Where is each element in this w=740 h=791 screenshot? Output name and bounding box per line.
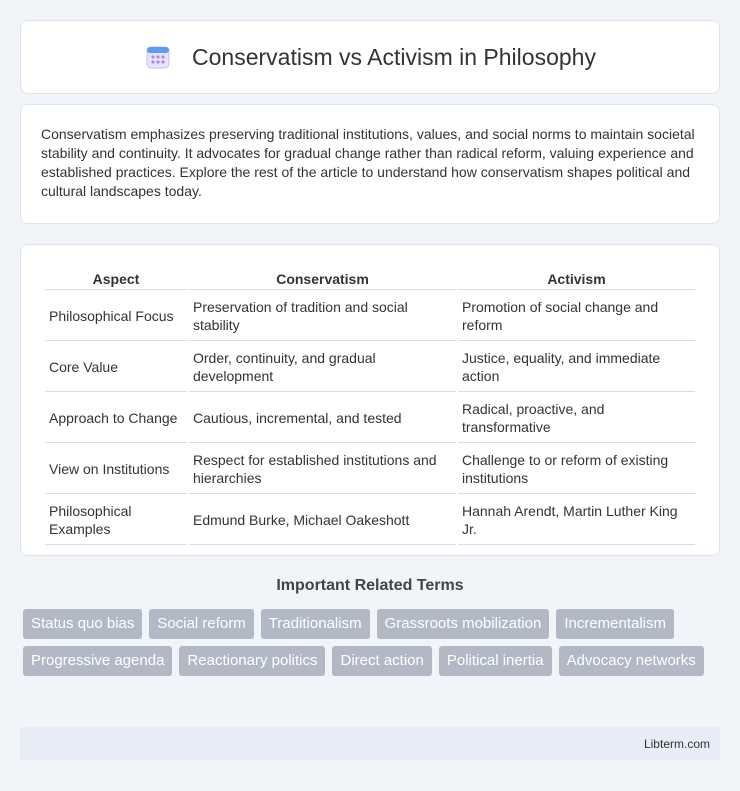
- cell-activism: Challenge to or reform of existing institutions: [458, 445, 695, 494]
- cell-aspect: Approach to Change: [45, 394, 187, 443]
- tag-social-reform[interactable]: Social reform: [149, 609, 253, 639]
- calendar-icon: [144, 43, 172, 71]
- cell-activism: Hannah Arendt, Martin Luther King Jr.: [458, 496, 695, 545]
- footer-site-link[interactable]: Libterm.com: [643, 736, 710, 751]
- intro-text: Conservatism emphasizes preserving traditional institutions, values, and social norms to maintain societal stability and continuity. It advocates for gradual change rather than radical reform, valuing experience and established practices. Explore the rest of the article to understand how conservatism shapes political and cultural landscapes today.: [41, 126, 695, 199]
- header-activism: Activism: [458, 267, 695, 290]
- header-card: [20, 20, 720, 94]
- footer: [20, 727, 720, 760]
- page-title: Conservatism vs Activism in Philosophy: [192, 43, 596, 70]
- table-row: [45, 496, 695, 545]
- related-terms-title: Important Related Terms: [276, 577, 464, 594]
- tag-traditionalism[interactable]: Traditionalism: [261, 609, 370, 639]
- tag-grassroots-mobilization[interactable]: Grassroots mobilization: [377, 609, 550, 639]
- intro-card: [20, 104, 720, 224]
- cell-aspect: Core Value: [45, 343, 187, 392]
- comparison-table-card: [20, 244, 720, 556]
- table-row: [45, 292, 695, 341]
- related-terms-list: [23, 609, 723, 676]
- tag-status-quo-bias[interactable]: Status quo bias: [23, 609, 142, 639]
- cell-conservatism: Order, continuity, and gradual development: [189, 343, 456, 392]
- tag-direct-action[interactable]: Direct action: [332, 646, 431, 676]
- cell-activism: Radical, proactive, and transformative: [458, 394, 695, 443]
- tag-advocacy-networks[interactable]: Advocacy networks: [559, 646, 704, 676]
- cell-aspect: Philosophical Focus: [45, 292, 187, 341]
- cell-conservatism: Preservation of tradition and social stability: [189, 292, 456, 341]
- table-header-row: [45, 267, 695, 290]
- tag-reactionary-politics[interactable]: Reactionary politics: [179, 646, 325, 676]
- cell-conservatism: Edmund Burke, Michael Oakeshott: [189, 496, 456, 545]
- comparison-table: [43, 265, 697, 547]
- title-wrap: [144, 43, 596, 71]
- header-conservatism: Conservatism: [189, 267, 456, 290]
- cell-aspect: Philosophical Examples: [45, 496, 187, 545]
- cell-aspect: View on Institutions: [45, 445, 187, 494]
- tag-incrementalism[interactable]: Incrementalism: [556, 609, 674, 639]
- table-row: [45, 445, 695, 494]
- cell-activism: Justice, equality, and immediate action: [458, 343, 695, 392]
- cell-conservatism: Respect for established institutions and hierarchies: [189, 445, 456, 494]
- table-row: [45, 343, 695, 392]
- tag-political-inertia[interactable]: Political inertia: [439, 646, 552, 676]
- header-aspect: Aspect: [45, 267, 187, 290]
- cell-activism: Promotion of social change and reform: [458, 292, 695, 341]
- table-row: [45, 394, 695, 443]
- tag-progressive-agenda[interactable]: Progressive agenda: [23, 646, 172, 676]
- cell-conservatism: Cautious, incremental, and tested: [189, 394, 456, 443]
